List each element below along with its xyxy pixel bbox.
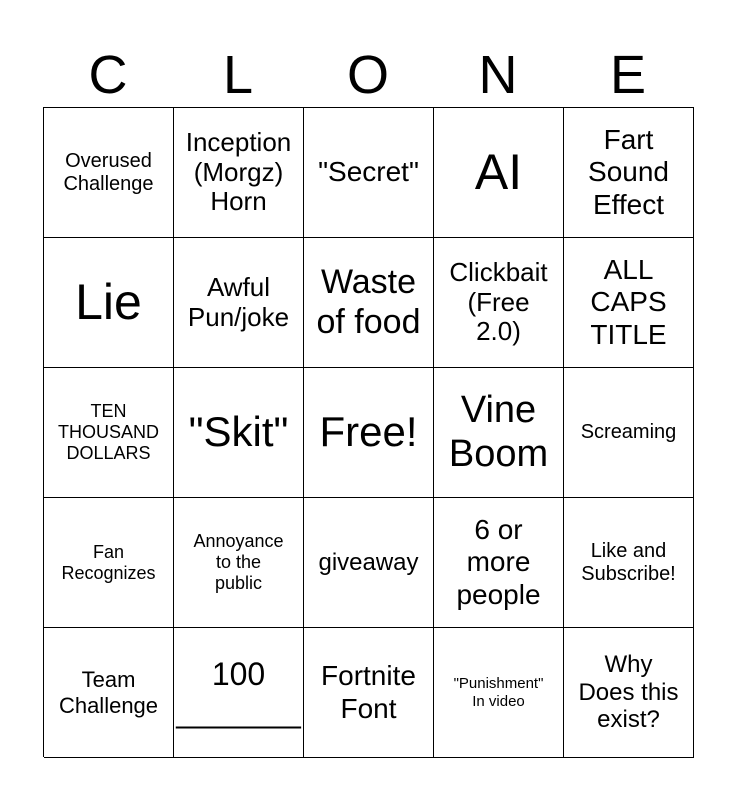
bingo-cell-r4c5[interactable] [564,498,694,628]
bingo-cell-r4c1[interactable] [44,498,174,628]
bingo-cell-r1c4[interactable] [434,108,564,238]
bingo-cell-r3c5[interactable] [564,368,694,498]
cell-label: giveaway [318,548,419,576]
cell-label: Free! [319,408,418,456]
bingo-cell-r1c1[interactable] [44,108,174,238]
cell-label: Inception (Morgz) Horn [185,126,292,217]
cell-label: Why Does this exist? [578,651,679,734]
cell-label: Like and Subscribe! [581,539,676,585]
header-letter-o: O [346,45,389,105]
cell-label: AI [474,143,523,200]
cell-label: Overused Challenge [63,149,154,195]
bingo-header [43,42,693,108]
bingo-cell-r1c2[interactable] [174,108,304,238]
bingo-cell-r5c3[interactable] [304,628,434,758]
cell-label: 100 _______ [176,655,301,729]
bingo-cell-r2c4[interactable] [434,238,564,368]
cell-label: Vine Boom [448,388,549,475]
bingo-board [43,107,694,757]
cell-label: Waste of food [316,263,421,341]
cell-label: Screaming [580,421,677,443]
bingo-cell-r4c4[interactable] [434,498,564,628]
bingo-cell-r3c4[interactable] [434,368,564,498]
bingo-cell-r5c1[interactable] [44,628,174,758]
cell-label: "Punishment" In video [453,675,544,710]
bingo-cell-r2c1[interactable] [44,238,174,368]
cell-label: Lie [75,273,142,330]
bingo-cell-r3c1[interactable] [44,368,174,498]
cell-label: Awful Pun/joke [187,271,290,332]
cell-label: 6 or more people [456,514,541,610]
header-letter-c: C [88,45,128,105]
bingo-cell-r3c3[interactable] [304,368,434,498]
cell-label: Fart Sound Effect [588,124,669,220]
bingo-cell-r2c2[interactable] [174,238,304,368]
cell-label: ALL CAPS TITLE [590,254,667,350]
cell-label: Clickbait (Free 2.0) [449,256,548,347]
bingo-cell-r5c5[interactable] [564,628,694,758]
cell-label: Fan Recognizes [61,541,156,583]
header-letter-n: N [478,45,518,105]
header-letter-e: E [609,45,647,105]
bingo-cell-r4c3[interactable] [304,498,434,628]
bingo-cell-r4c2[interactable] [174,498,304,628]
cell-label: Team Challenge [58,667,159,718]
bingo-cell-r1c5[interactable] [564,108,694,238]
cell-label: "Secret" [318,156,419,188]
cell-label: TEN THOUSAND DOLLARS [57,401,159,463]
bingo-cell-r1c3[interactable] [304,108,434,238]
cell-label: Annoyance to the public [193,531,284,593]
bingo-cell-r2c5[interactable] [564,238,694,368]
bingo-cell-r2c3[interactable] [304,238,434,368]
cell-label: "Skit" [188,408,289,456]
cell-label: Fortnite Font [321,660,416,724]
bingo-cell-r5c2[interactable] [174,628,304,758]
header-letter-l: L [222,45,254,105]
bingo-cell-r3c2[interactable] [174,368,304,498]
bingo-cell-r5c4[interactable] [434,628,564,758]
